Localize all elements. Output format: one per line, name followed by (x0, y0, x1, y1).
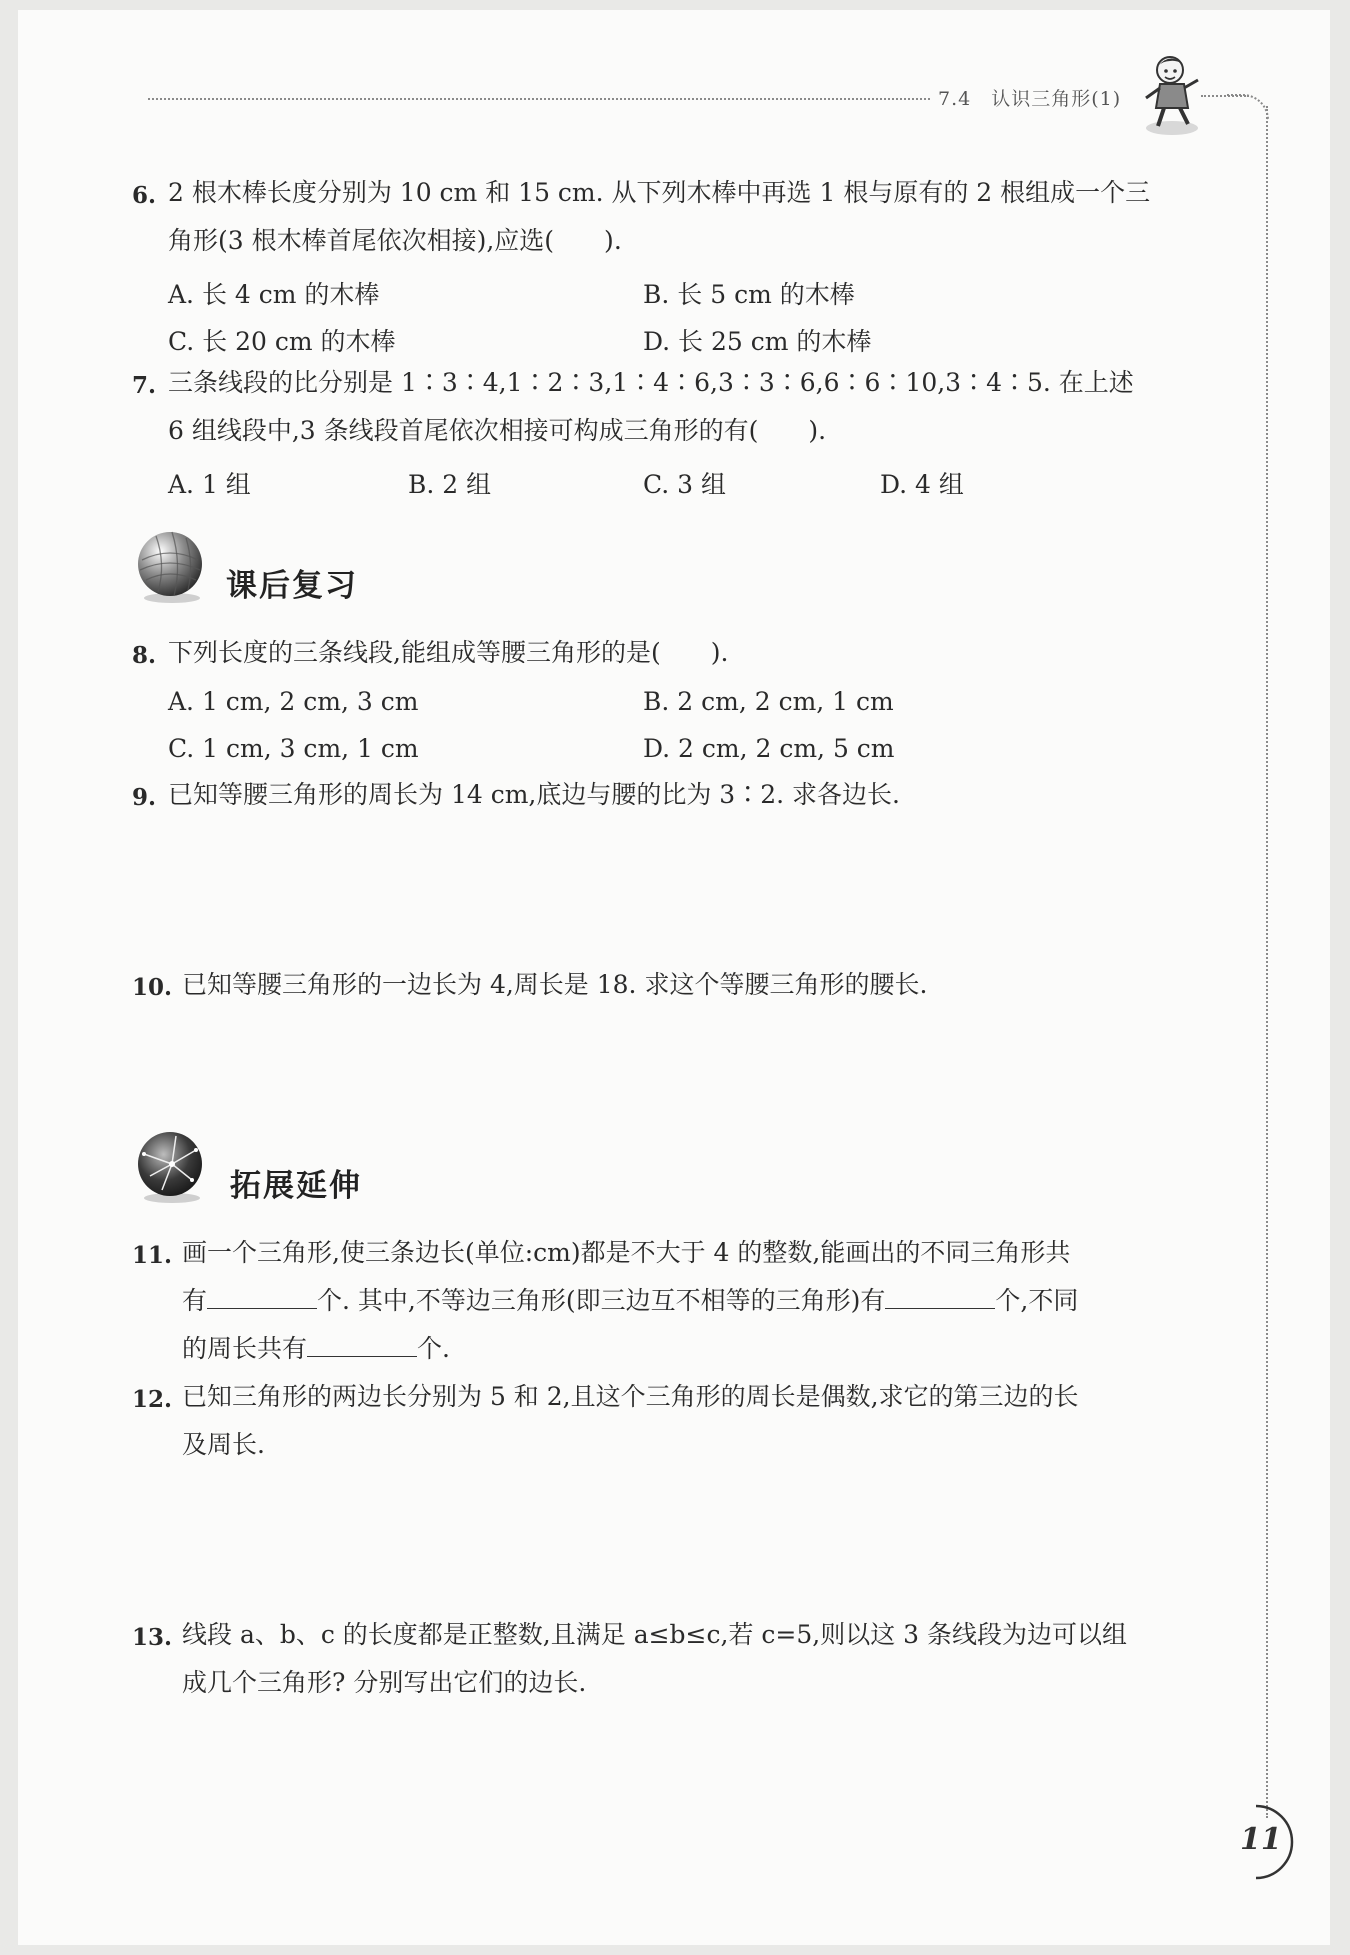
q11-line3-part-b: 个. (417, 1334, 450, 1363)
q11-line3-part-a: 的周长共有 (182, 1334, 308, 1363)
q7-option-b: B. 2 组 (408, 470, 492, 499)
q6-option-b: B. 长 5 cm 的木棒 (643, 280, 855, 309)
mascot-icon (1136, 52, 1208, 138)
page (18, 10, 1330, 1945)
network-sphere-icon (132, 1130, 208, 1206)
q11-text-line1: 画一个三角形,使三条边长(单位:cm)都是不大于 4 的整数,能画出的不同三角形共 (182, 1238, 1071, 1267)
q6-number: 6. (132, 182, 157, 209)
q12-text-line1: 已知三角形的两边长分别为 5 和 2,且这个三角形的周长是偶数,求它的第三边的长 (182, 1382, 1079, 1411)
q6-option-c: C. 长 20 cm 的木棒 (168, 327, 396, 356)
q11-line2-part-b: 个. 其中,不等边三角形(即三边互不相等的三角形)有 (317, 1286, 886, 1315)
page-number: 11 (1240, 1822, 1282, 1857)
q7-text-line2: 6 组线段中,3 条线段首尾依次相接可构成三角形的有( ). (168, 416, 827, 445)
q11-line2-part-a: 有 (182, 1286, 208, 1315)
header-title: 7.4 认识三角形(1) (938, 88, 1122, 110)
q8-number: 8. (132, 642, 157, 669)
q8-text-line1: 下列长度的三条线段,能组成等腰三角形的是( ). (168, 638, 729, 667)
section-title-extension: 拓展延伸 (230, 1168, 362, 1204)
q8-option-d: D. 2 cm, 2 cm, 5 cm (643, 734, 895, 763)
q11-blank-3[interactable] (307, 1328, 417, 1357)
q10-number: 10. (132, 974, 173, 1001)
q9-text-line1: 已知等腰三角形的周长为 14 cm,底边与腰的比为 3∶2. 求各边长. (168, 780, 900, 809)
q13-text-line2: 成几个三角形? 分别写出它们的边长. (182, 1668, 587, 1697)
q8-option-a: A. 1 cm, 2 cm, 3 cm (168, 687, 419, 716)
q6-option-d: D. 长 25 cm 的木棒 (643, 327, 872, 356)
q13-text-line1: 线段 a、b、c 的长度都是正整数,且满足 a≤b≤c,若 c=5,则以这 3 条线段为边可以组 (182, 1620, 1127, 1649)
section-title-review: 课后复习 (226, 568, 358, 604)
q8-option-c: C. 1 cm, 3 cm, 1 cm (168, 734, 419, 763)
q11-blank-1[interactable] (207, 1280, 317, 1309)
q7-option-d: D. 4 组 (880, 470, 964, 499)
q12-number: 12. (132, 1386, 173, 1413)
q10-text-line1: 已知等腰三角形的一边长为 4,周长是 18. 求这个等腰三角形的腰长. (182, 970, 928, 999)
q6-option-a: A. 长 4 cm 的木棒 (168, 280, 380, 309)
q11-text-line3 (182, 1325, 450, 1373)
sphere-icon (132, 530, 208, 606)
q12-text-line2: 及周长. (182, 1430, 265, 1459)
q6-text-line1: 2 根木棒长度分别为 10 cm 和 15 cm. 从下列木棒中再选 1 根与原有的 2 根组成一个三 (168, 178, 1151, 207)
q7-number: 7. (132, 372, 157, 399)
q7-option-c: C. 3 组 (643, 470, 726, 499)
header-dotted-rule (148, 98, 930, 100)
q11-text-line2 (182, 1277, 1078, 1325)
q13-number: 13. (132, 1624, 173, 1651)
margin-dotted-rule (1266, 106, 1268, 1818)
q7-text-line1: 三条线段的比分别是 1∶3∶4,1∶2∶3,1∶4∶6,3∶3∶6,6∶6∶10,3∶4∶5. 在上述 (168, 368, 1134, 397)
q8-option-b: B. 2 cm, 2 cm, 1 cm (643, 687, 894, 716)
q11-line2-part-c: 个,不同 (995, 1286, 1079, 1315)
q11-number: 11. (132, 1242, 173, 1269)
q6-text-line2: 角形(3 根木棒首尾依次相接),应选( ). (168, 226, 622, 255)
margin-dotted-corner (1227, 94, 1269, 120)
q9-number: 9. (132, 784, 157, 811)
q11-blank-2[interactable] (885, 1280, 995, 1309)
q7-option-a: A. 1 组 (168, 470, 251, 499)
